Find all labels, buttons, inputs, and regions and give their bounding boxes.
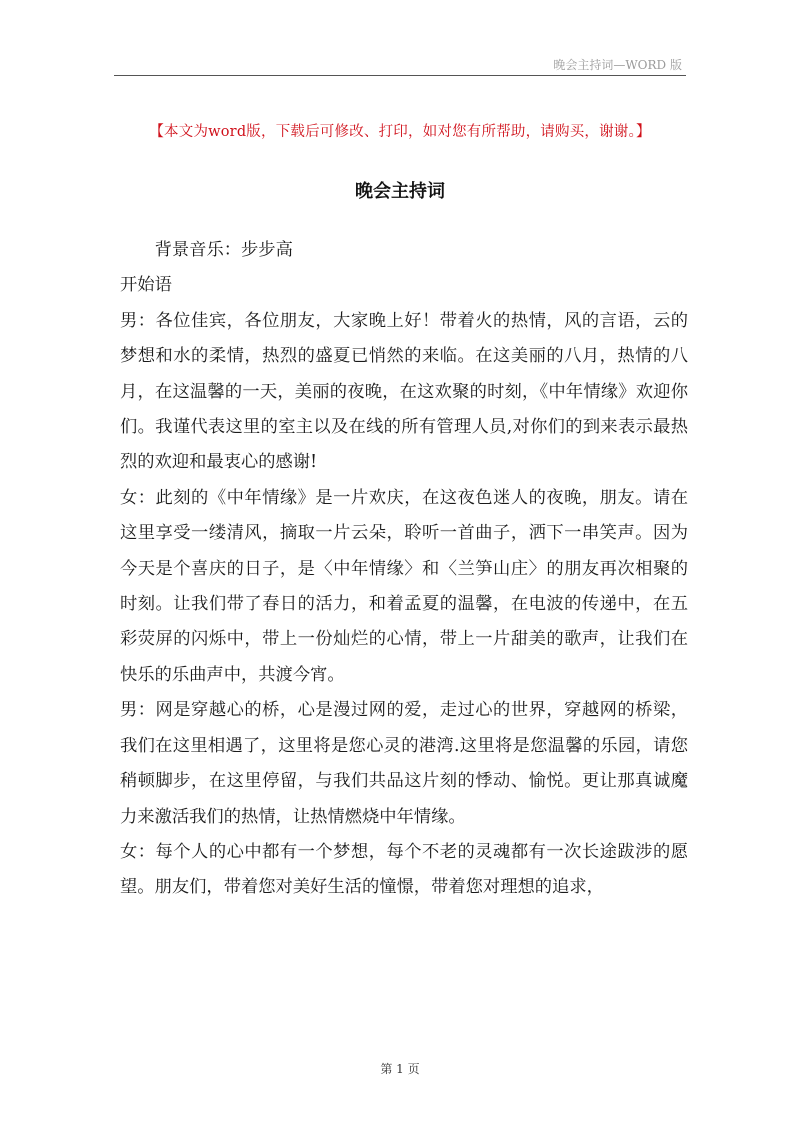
paragraph-male-1: 男：各位佳宾，各位朋友，大家晚上好！带着火的热情，风的言语，云的梦想和水的柔情，热烈的盛夏已悄然的来临。在这美丽的八月，热情的八月，在这温馨的一天，美丽的夜晚，在这欢聚的时刻，《中年情缘》欢迎你们。我谨代表这里的室主以及在线的所有管理人员,对你们的到来表示最热烈的欢迎和最衷心的感谢! <box>120 310 688 473</box>
paragraph-female-1: 女：此刻的《中年情缘》是一片欢庆，在这夜色迷人的夜晚，朋友。请在这里享受一缕清风，摘取一片云朵，聆听一首曲子，洒下一串笑声。因为今天是个喜庆的日子，是〈中年情缘〉和〈兰笋山庄〉的朋友再次相聚的时刻。让我们带了春日的活力，和着孟夏的温馨，在电波的传递中，在五彩荧屏的闪烁中，带上一份灿烂的心情，带上一片甜美的歌声，让我们在快乐的乐曲声中，共渡今宵。 <box>120 487 688 685</box>
document-body <box>120 233 688 906</box>
paragraph-opening-heading: 开始语 <box>120 275 172 296</box>
running-header: 晚会主持词—WORD 版 <box>553 58 682 72</box>
page-number: 第 1 页 <box>380 1062 420 1076</box>
header-divider <box>114 75 686 76</box>
paragraph-background-music: 背景音乐：步步高 <box>154 240 293 260</box>
purchase-notice: 【本文为word版，下载后可修改、打印，如对您有所帮助，请购买，谢谢。】 <box>149 124 651 140</box>
paragraph-female-2: 女：每个人的心中都有一个梦想，每个不老的灵魂都有一次长途跋涉的愿望。朋友们，带着您对美好生活的憧憬，带着您对理想的追求， <box>120 841 688 898</box>
paragraph-male-2: 男：网是穿越心的桥，心是漫过网的爱，走过心的世界，穿越网的桥梁，我们在这里相遇了，这里将是您心灵的港湾.这里将是您温馨的乐园，请您稍顿脚步，在这里停留，与我们共品这片刻的悸动、愉悦。更让那真诚魔力来激活我们的热情，让热情燃烧中年情缘。 <box>120 700 688 827</box>
document-title: 晚会主持词 <box>355 181 445 202</box>
